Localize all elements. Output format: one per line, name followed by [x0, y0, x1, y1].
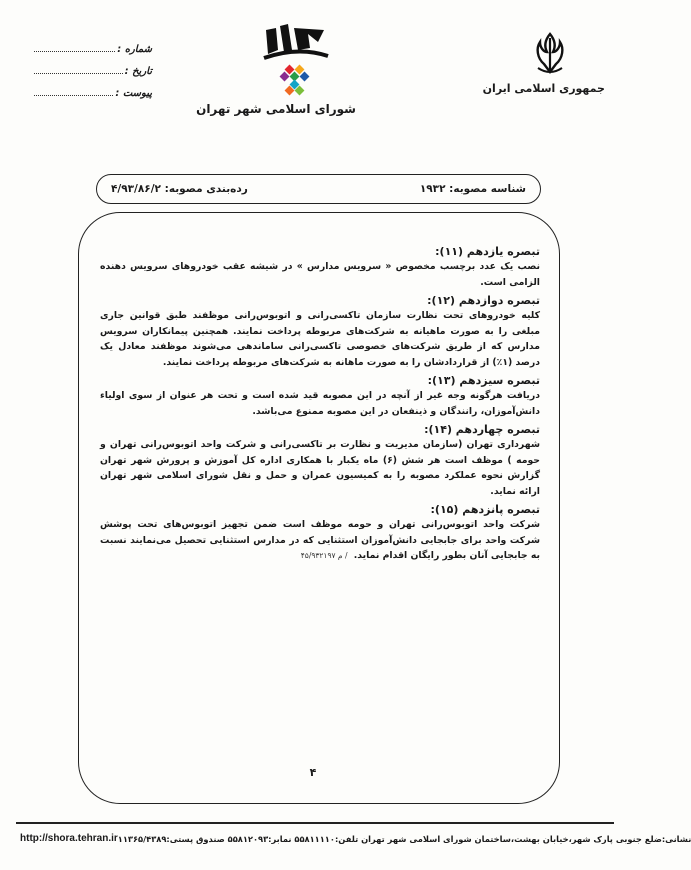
- emblem-caption: جمهوری اسلامی ایران: [482, 82, 605, 95]
- note-body: شرکت واحد اتوبوس‌رانی تهران و حومه موظف است ضمن تجهیز اتوبوس‌های تحت پوشش شرکت واحد برای جابجایی دانش‌آموزان استثنایی که در مدارس استثنایی تحصیل می‌نمایند نسبت به جابجایی آنان بطور رایگان اقدام نماید.: [100, 519, 540, 561]
- footer-divider: [16, 822, 614, 824]
- reference-signature: / م ۴۵/۹۳۲۱۹۷: [300, 551, 348, 560]
- council-logo-icon: [258, 20, 334, 100]
- note-body-wrapper: [100, 517, 540, 564]
- note-title: تبصره سیزدهم (۱۳):: [427, 374, 540, 387]
- note-body: نصب یک عدد برچسب مخصوص « سرویس مدارس » در شیشه عقب خودروهای سرویس دهنده الزامی است.: [100, 261, 540, 288]
- date-field: [34, 64, 152, 86]
- note-body: دریافت هرگونه وجه غیر از آنچه در این مصوبه قید شده است و تحت هر عنوان از سوی اولیاء دانش‌آموزان، رانندگان و ذینفعان در این مصوبه ممنوع می‌باشد.: [100, 390, 540, 417]
- date-label: تاریخ :: [124, 66, 152, 77]
- attachment-field: [34, 86, 152, 108]
- resolution-classification: رده‌بندی مصوبه: ۴/۹۳/۸۶/۲: [111, 183, 248, 195]
- note-body: کلیه خودروهای تحت نظارت سازمان تاکسی‌رانی و اتوبوس‌رانی موظفند طبق قوانین جاری مبلغی را به صورت ماهیانه به شرکت‌های مربوطه پرداخت نمایند. همچنین پیمانکاران سرویس مدارس که از طریق شرکت‌های خصوصی تاکسی‌رانی ساماندهی می‌شوند موظفند معادل یک درصد (۱٪) از قراردادشان را به صورت ماهانه به شرکت‌های مربوطه پرداخت نمایند.: [100, 310, 540, 368]
- note-title: تبصره دوازدهم (۱۲):: [427, 294, 540, 307]
- note-12: [100, 293, 540, 370]
- note-11: [100, 244, 540, 290]
- resolution-id: شناسه مصوبه: ۱۹۳۲: [419, 183, 526, 195]
- note-title: تبصره یازدهم (۱۱):: [435, 245, 540, 258]
- number-label: شماره :: [117, 44, 152, 55]
- council-name: شورای اسلامی شهر تهران: [196, 102, 356, 116]
- number-field: [34, 42, 152, 64]
- attachment-label: پیوست :: [115, 88, 152, 99]
- resolution-notes: [100, 244, 540, 567]
- date-dotted-line: [34, 64, 123, 74]
- note-15: [100, 502, 540, 564]
- letter-meta-fields: [34, 42, 152, 108]
- council-logo-block: [196, 20, 356, 116]
- footer-address: نشانی:ضلع جنوبی پارک شهر،خیابان بهشت،ساختمان شورای اسلامی شهر تهران تلفن:۵۵۸۱۱۱۱۰ نمابر:۵۵۸۱۲۰۹۳ صندوق پستی:۱۱۳۶۵/۴۳۸۹: [117, 833, 691, 844]
- note-14: [100, 422, 540, 499]
- iran-emblem-icon: [528, 30, 572, 76]
- attachment-dotted-line: [34, 86, 113, 96]
- resolution-info-bar: [96, 174, 541, 204]
- national-emblem-block: [482, 30, 605, 95]
- footer: [20, 833, 691, 844]
- website-link[interactable]: http://shora.tehran.ir: [20, 833, 118, 844]
- note-title: تبصره چهاردهم (۱۴):: [424, 423, 540, 436]
- page-number: ۴: [309, 766, 317, 779]
- note-title: تبصره پانزدهم (۱۵):: [430, 503, 540, 516]
- number-dotted-line: [34, 42, 115, 52]
- note-body: شهرداری تهران (سازمان مدیریت و نظارت بر تاکسی‌رانی و شرکت واحد اتوبوس‌رانی تهران و حومه ) موظف است هر شش (۶) ماه یکبار با همکاری اداره کل آموزش و پرورش شهر تهران گزارش نحوه عملکرد مصوبه را به کمیسیون عمران و حمل و نقل شورای اسلامی شهر تهران ارائه نماید.: [100, 439, 540, 497]
- note-13: [100, 373, 540, 419]
